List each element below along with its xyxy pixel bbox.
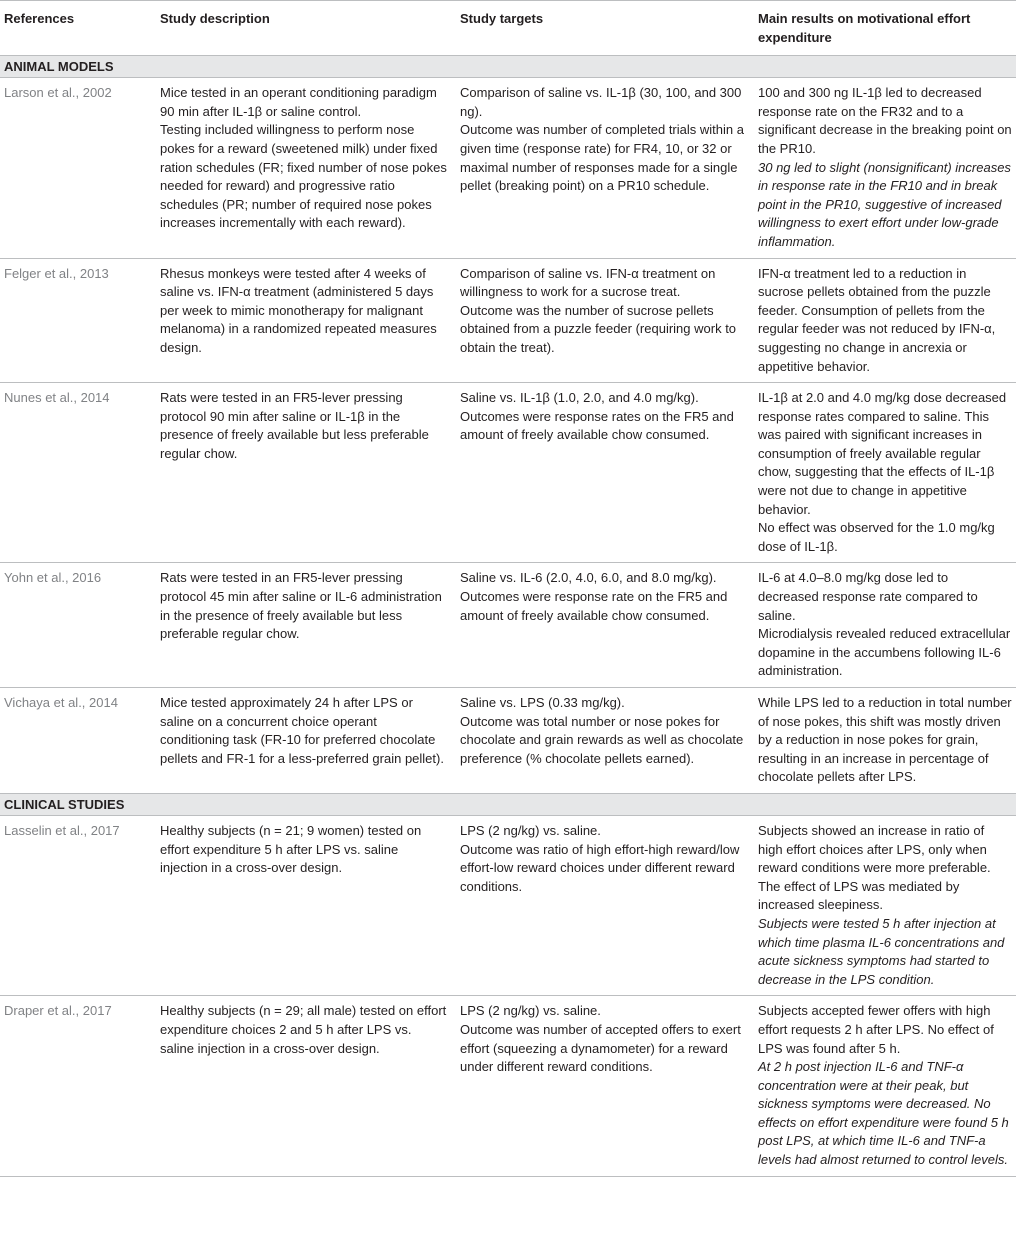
targets-cell	[452, 996, 750, 1176]
targets-cell	[452, 383, 750, 563]
header-study-targets: Study targets	[452, 1, 750, 56]
targets-paragraph: Saline vs. IL-1β (1.0, 2.0, and 4.0 mg/kg).	[460, 390, 699, 406]
results-paragraph: IL-6 at 4.0–8.0 mg/kg dose led to decreased response rate compared to saline.	[758, 570, 978, 623]
results-cell	[750, 78, 1016, 258]
description-paragraph: Healthy subjects (n = 21; 9 women) tested on effort expenditure 5 h after LPS vs. saline injection in a cross-over design.	[160, 822, 422, 876]
reference-cell: Nunes et al., 2014	[0, 383, 152, 563]
targets-paragraph: Outcomes were response rate on the FR5 and amount of freely available chow consumed.	[460, 589, 728, 623]
targets-paragraph: Comparison of saline vs. IL-1β (30, 100, and 300 ng).	[460, 85, 742, 119]
table-row	[0, 996, 1016, 1176]
targets-paragraph: Outcome was number of completed trials within a given time (response rate) for FR4, 10, or 32 or maximal number of responses made for a single pellet (breaking point) on a PR10 schedule.	[460, 122, 744, 194]
targets-paragraph: Saline vs. LPS (0.33 mg/kg).	[460, 695, 625, 710]
table-row	[0, 78, 1016, 258]
description-cell	[152, 815, 452, 995]
results-paragraph: IFN-α treatment led to a reduction in sucrose pellets obtained from the puzzle feeder. Consumption of pellets from the regular feeder was not reduced by IFN-α, suggesting no change in ancrexia or appetitive behavior.	[758, 265, 996, 374]
targets-paragraph: LPS (2 ng/kg) vs. saline.	[460, 822, 601, 838]
targets-paragraph: Outcome was total number or nose pokes for chocolate and grain rewards as well as chocolate preference (% chocolate pellets earned).	[460, 713, 744, 766]
targets-cell	[452, 258, 750, 383]
reference-cell: Lasselin et al., 2017	[0, 815, 152, 995]
description-paragraph: Testing included willingness to perform nose pokes for a reward (sweetened milk) under fixed ration schedules (FR; fixed number of nose pokes needed for reward) and progressive ratio schedules (PR; number of required nose pokes increases incrementally with each reward).	[160, 122, 447, 231]
reference-cell: Yohn et al., 2016	[0, 563, 152, 688]
description-paragraph: Rats were tested in an FR5-lever pressing protocol 45 min after saline or IL-6 administration in the presence of freely available but less preferable regular chow.	[160, 570, 442, 642]
description-paragraph: Healthy subjects (n = 29; all male) tested on effort expenditure choices 2 and 5 h after LPS vs. saline injection in a cross-over design.	[160, 1003, 447, 1056]
results-paragraph: While LPS led to a reduction in total number of nose pokes, this shift was mostly driven by a reduction in nose pokes for grain, resulting in an increase in percentage of chocolate pellets after LPS.	[758, 695, 1012, 785]
table-row	[0, 688, 1016, 794]
targets-paragraph: Outcome was ratio of high effort-high reward/low effort-low reward choices under different reward conditions.	[460, 841, 740, 894]
reference-cell: Felger et al., 2013	[0, 258, 152, 383]
results-cell	[750, 815, 1016, 995]
section-label: ANIMAL MODELS	[0, 56, 1016, 78]
table-row	[0, 563, 1016, 688]
results-paragraph: 30 ng led to slight (nonsignificant) increases in response rate in the FR10 and in break point in the PR10, suggestive of increased willingness to exert effort under low-grade inflammation.	[758, 159, 1011, 249]
table-header-row	[0, 1, 1016, 56]
results-paragraph: Subjects accepted fewer offers with high effort requests 2 h after LPS. No effect of LPS was found after 5 h.	[758, 1003, 994, 1056]
targets-paragraph: Outcomes were response rates on the FR5 and amount of freely available chow consumed.	[460, 408, 734, 443]
targets-cell	[452, 563, 750, 688]
targets-paragraph: Outcome was the number of sucrose pellets obtained from a puzzle feeder (requiring work to obtain the treat).	[460, 302, 737, 355]
description-cell	[152, 383, 452, 563]
description-cell	[152, 563, 452, 688]
targets-paragraph: LPS (2 ng/kg) vs. saline.	[460, 1003, 601, 1019]
reference-cell: Draper et al., 2017	[0, 996, 152, 1176]
results-paragraph: Microdialysis revealed reduced extracellular dopamine in the accumbens following IL-6 administration.	[758, 626, 1011, 679]
description-cell	[152, 996, 452, 1176]
header-main-results: Main results on motivational effort expenditure	[750, 1, 1016, 56]
description-paragraph: Rats were tested in an FR5-lever pressing protocol 90 min after saline or IL-1β in the presence of freely available but less preferable regular chow.	[160, 390, 429, 461]
section-label: CLINICAL STUDIES	[0, 793, 1016, 815]
table-row	[0, 815, 1016, 995]
results-paragraph: 100 and 300 ng IL-1β led to decreased response rate on the FR32 and to a significant decrease in the breaking point on the PR10.	[758, 85, 1012, 156]
targets-cell	[452, 78, 750, 258]
description-cell	[152, 258, 452, 383]
table-row	[0, 383, 1016, 563]
targets-paragraph: Saline vs. IL-6 (2.0, 4.0, 6.0, and 8.0 mg/kg).	[460, 570, 717, 586]
description-paragraph: Mice tested in an operant conditioning paradigm 90 min after IL-1β or saline control.	[160, 85, 437, 119]
section-header-row	[0, 793, 1016, 815]
results-paragraph: Subjects were tested 5 h after injection at which time plasma IL-6 concentrations and acute sickness symptoms had started to decrease in the LPS condition.	[758, 915, 1005, 987]
header-study-description: Study description	[152, 1, 452, 56]
results-cell	[750, 258, 1016, 383]
targets-cell	[452, 815, 750, 995]
targets-paragraph: Comparison of saline vs. IFN-α treatment on willingness to work for a sucrose treat.	[460, 265, 716, 300]
description-paragraph: Mice tested approximately 24 h after LPS or saline on a concurrent choice operant conditioning task (FR-10 for preferred chocolate pellets and FR-1 for a less-preferred grain pellet).	[160, 695, 444, 766]
header-references: References	[0, 1, 152, 56]
description-cell	[152, 688, 452, 794]
table-row	[0, 258, 1016, 383]
results-cell	[750, 688, 1016, 794]
description-cell	[152, 78, 452, 258]
description-paragraph: Rhesus monkeys were tested after 4 weeks of saline vs. IFN-α treatment (administered 5 days per week to mimic monotherapy for malignant melanoma) in a randomized repeated measures design.	[160, 265, 437, 355]
targets-paragraph: Outcome was number of accepted offers to exert effort (squeezing a dynamometer) for a reward under different reward conditions.	[460, 1021, 741, 1075]
results-paragraph: Subjects showed an increase in ratio of high effort choices after LPS, only when reward conditions were more preferable. The effect of LPS was mediated by increased sleepiness.	[758, 822, 991, 913]
results-cell	[750, 383, 1016, 563]
results-paragraph: IL-1β at 2.0 and 4.0 mg/kg dose decreased response rates compared to saline. This was paired with significant increases in consumption of freely available regular chow, suggesting that the effects of IL-1β were not due to change in appetitive behavior.	[758, 390, 1007, 517]
targets-cell	[452, 688, 750, 794]
reference-cell: Vichaya et al., 2014	[0, 688, 152, 794]
results-paragraph: At 2 h post injection IL-6 and TNF-α concentration were at their peak, but sickness symptoms were decreased. No effects on effort expenditure were found 5 h post LPS, at which time IL-6 and TNF-a levels had almost returned to control levels.	[758, 1059, 1009, 1168]
results-paragraph: No effect was observed for the 1.0 mg/kg dose of IL-1β.	[758, 520, 995, 554]
results-cell	[750, 996, 1016, 1176]
reference-cell: Larson et al., 2002	[0, 78, 152, 258]
section-header-row	[0, 56, 1016, 78]
results-cell	[750, 563, 1016, 688]
table-body	[0, 56, 1016, 1176]
